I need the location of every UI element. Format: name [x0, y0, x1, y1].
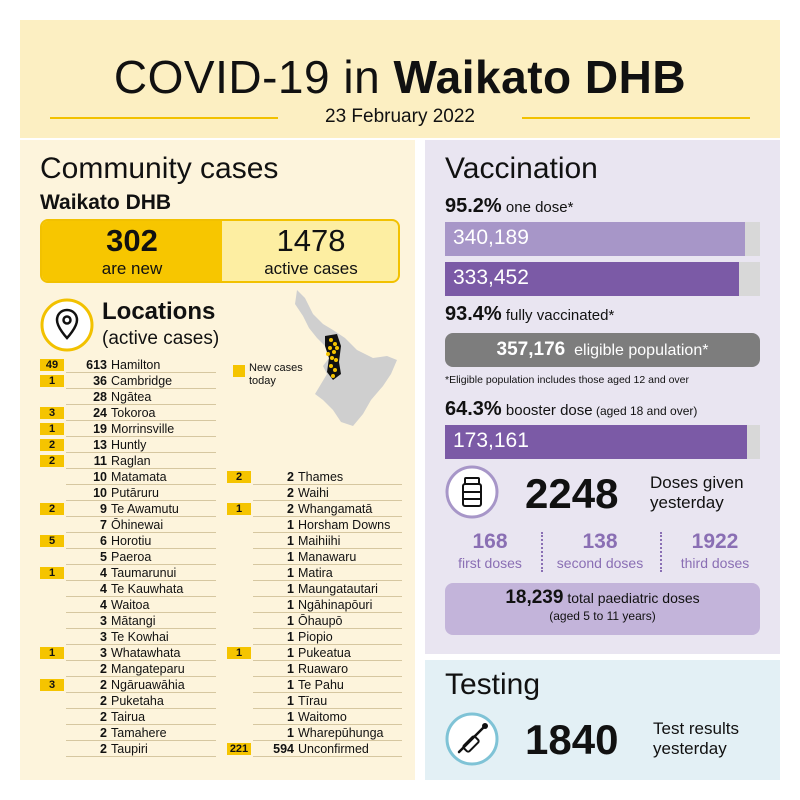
active-case-count: 1: [287, 646, 294, 660]
location-name: Mātangi: [111, 614, 156, 628]
location-name: Ngāruawāhia: [111, 678, 185, 692]
active-case-count: 1: [287, 518, 294, 532]
first-doses-count: 168: [472, 530, 508, 553]
location-row: [40, 389, 216, 405]
location-row: [227, 709, 402, 725]
second-dose-value: 333,452: [453, 266, 529, 289]
new-cases-badge: 2: [40, 439, 64, 451]
active-case-count: 613: [86, 358, 107, 372]
active-case-count: 1: [287, 566, 294, 580]
paediatric-age-note: (aged 5 to 11 years): [549, 609, 656, 623]
active-cases-label: active cases: [264, 259, 358, 278]
location-name: Te Awamutu: [111, 502, 179, 516]
testing-panel: [425, 660, 780, 780]
location-name: Maihiihi: [298, 534, 341, 548]
community-cases-panel: [20, 140, 415, 780]
active-case-count: 2: [287, 502, 294, 516]
active-case-count: 10: [93, 470, 107, 484]
swab-test-icon: [445, 712, 499, 766]
booster-note: (aged 18 and over): [592, 404, 698, 418]
location-pin-icon: [40, 298, 94, 352]
booster-line: [445, 398, 697, 421]
divider: [660, 532, 662, 572]
active-case-count: 3: [100, 630, 107, 644]
active-case-count: 594: [273, 742, 294, 756]
location-name: Mangateparu: [111, 662, 185, 676]
location-row: [40, 677, 216, 693]
north-island-map: [275, 288, 415, 428]
location-row: [227, 677, 402, 693]
location-row: [40, 373, 216, 389]
location-row: [40, 741, 216, 757]
new-cases-badge: 1: [40, 567, 64, 579]
paediatric-doses-box: [445, 583, 760, 635]
one-dose-label: one dose*: [501, 199, 574, 216]
location-name: Horotiu: [111, 534, 152, 548]
active-case-count: 2: [100, 694, 107, 708]
locations-subtitle: (active cases): [102, 328, 220, 349]
active-case-count: 2: [100, 726, 107, 740]
doses-yesterday-label: Doses given yesterday: [650, 473, 744, 512]
location-row: [40, 565, 216, 581]
paediatric-doses-line: [445, 587, 760, 609]
location-row: [40, 725, 216, 741]
locations-title: Locations: [102, 298, 216, 325]
location-name: Morrinsville: [111, 422, 175, 436]
second-doses-stat: [545, 530, 655, 572]
first-dose-value: 340,189: [453, 226, 529, 249]
legend-swatch: [233, 365, 245, 377]
new-cases-badge: 1: [40, 647, 64, 659]
fully-vaccinated-percent: 93.4%: [445, 303, 502, 325]
case-summary-box: [40, 219, 400, 283]
location-row: [40, 693, 216, 709]
location-name: Horsham Downs: [298, 518, 391, 532]
active-case-count: 1: [287, 614, 294, 628]
location-row: [227, 661, 402, 677]
new-cases-badge: 3: [40, 679, 64, 691]
row-divider: [66, 756, 216, 757]
divider: [50, 117, 278, 119]
active-case-count: 1: [287, 662, 294, 676]
location-name: Huntly: [111, 438, 147, 452]
location-name: Matira: [298, 566, 333, 580]
location-row: [227, 645, 402, 661]
new-cases-badge: 3: [40, 407, 64, 419]
location-name: Puketaha: [111, 694, 164, 708]
fully-vaccinated-label: fully vaccinated*: [501, 307, 615, 324]
third-doses-label: third doses: [680, 555, 750, 571]
title-region: Waikato DHB: [393, 51, 687, 103]
new-cases-badge: 1: [40, 375, 64, 387]
header-banner: [20, 20, 780, 138]
active-case-count: 2: [287, 486, 294, 500]
one-dose-percent: 95.2%: [445, 195, 502, 217]
paediatric-doses-label: total paediatric doses: [563, 590, 700, 606]
active-case-count: 3: [100, 614, 107, 628]
active-case-count: 6: [100, 534, 107, 548]
location-name: Ruawaro: [298, 662, 349, 676]
location-name: Whatawhata: [111, 646, 181, 660]
booster-label: booster dose: [501, 402, 593, 419]
active-case-count: 10: [93, 486, 107, 500]
active-case-count: 9: [100, 502, 107, 516]
location-name: Taumarunui: [111, 566, 177, 580]
active-case-count: 2: [100, 742, 107, 756]
second-doses-label: second doses: [556, 555, 644, 571]
test-results-label: Test results yesterday: [653, 719, 739, 758]
row-divider: [253, 756, 402, 757]
location-row: [227, 501, 402, 517]
location-name: Waitoa: [111, 598, 150, 612]
active-case-count: 1: [287, 726, 294, 740]
location-name: Paeroa: [111, 550, 152, 564]
location-row: [40, 469, 216, 485]
first-dose-bar: [445, 222, 760, 256]
location-name: Te Pahu: [298, 678, 344, 692]
fully-vaccinated-line: [445, 303, 614, 326]
eligible-footnote: *Eligible population includes those aged 12 and over: [445, 374, 690, 386]
one-dose-line: [445, 195, 573, 218]
report-date: 23 February 2022: [325, 106, 475, 127]
location-name: Raglan: [111, 454, 151, 468]
active-case-count: 2: [100, 662, 107, 676]
eligible-population-label: eligible population*: [574, 342, 709, 359]
location-row: [40, 421, 216, 437]
location-row: [40, 645, 216, 661]
active-case-count: 4: [100, 566, 107, 580]
location-name: Wharepūhunga: [298, 726, 384, 740]
page-title: [20, 50, 780, 104]
location-row: [40, 613, 216, 629]
location-row: [40, 501, 216, 517]
location-row: [227, 533, 402, 549]
first-doses-stat: [445, 530, 535, 572]
active-case-count: 1: [287, 678, 294, 692]
second-doses-count: 138: [582, 530, 618, 553]
new-cases-badge: 5: [40, 535, 64, 547]
vaccination-panel: [425, 140, 780, 654]
location-name: Matamata: [111, 470, 167, 484]
location-name: Waihi: [298, 486, 329, 500]
location-row: [40, 437, 216, 453]
location-name: Thames: [298, 470, 344, 484]
active-case-count: 2: [100, 710, 107, 724]
location-row: [227, 469, 402, 485]
divider: [522, 117, 750, 119]
location-row: [40, 517, 216, 533]
location-row: [40, 549, 216, 565]
location-name: Waitomo: [298, 710, 347, 724]
location-name: Unconfirmed: [298, 742, 369, 756]
active-case-count: 1: [287, 534, 294, 548]
location-row: [227, 725, 402, 741]
location-row: [40, 629, 216, 645]
location-name: Pukeatua: [298, 646, 351, 660]
active-case-count: 19: [93, 422, 107, 436]
location-name: Ōhinewai: [111, 518, 164, 532]
location-row: [227, 549, 402, 565]
test-results-count: 1840: [525, 716, 619, 763]
active-case-count: 1: [287, 630, 294, 644]
active-case-count: 1: [287, 694, 294, 708]
active-case-count: 2: [287, 470, 294, 484]
location-row: [40, 581, 216, 597]
location-name: Piopio: [298, 630, 333, 644]
active-case-count: 3: [100, 646, 107, 660]
location-row: [227, 517, 402, 533]
community-cases-title: Community cases: [40, 152, 279, 185]
location-name: Taupiri: [111, 742, 148, 756]
active-case-count: 13: [93, 438, 107, 452]
active-case-count: 28: [93, 390, 107, 404]
active-case-count: 5: [100, 550, 107, 564]
active-cases-count: 1478: [276, 223, 346, 258]
new-cases-badge: 1: [40, 423, 64, 435]
active-case-count: 1: [287, 710, 294, 724]
third-doses-count: 1922: [691, 530, 739, 553]
location-row: [40, 453, 216, 469]
location-row: [227, 741, 402, 757]
active-case-count: 1: [287, 598, 294, 612]
active-case-count: 2: [100, 678, 107, 692]
new-cases-count: 302: [106, 223, 158, 258]
location-name: Ōhaupō: [298, 614, 343, 628]
location-name: Tīrau: [298, 694, 328, 708]
location-name: Ngāhinapōuri: [298, 598, 373, 612]
active-case-count: 4: [100, 582, 107, 596]
new-cases-badge: 49: [40, 359, 64, 371]
community-cases-subtitle: Waikato DHB: [40, 191, 172, 214]
active-case-count: 11: [93, 454, 107, 468]
booster-percent: 64.3%: [445, 398, 502, 420]
location-row: [227, 597, 402, 613]
location-name: Maungatautari: [298, 582, 378, 596]
vaccination-title: Vaccination: [445, 152, 598, 185]
location-name: Tokoroa: [111, 406, 156, 420]
eligible-population-box: [445, 333, 760, 367]
location-row: [227, 565, 402, 581]
active-case-count: 24: [93, 406, 107, 420]
testing-title: Testing: [445, 668, 541, 701]
location-row: [40, 709, 216, 725]
eligible-population-count: 357,176: [496, 339, 566, 360]
location-row: [40, 533, 216, 549]
location-name: Te Kowhai: [111, 630, 169, 644]
active-case-count: 1: [287, 582, 294, 596]
location-name: Ngātea: [111, 390, 152, 404]
new-cases-badge: 221: [227, 743, 251, 755]
new-cases-badge: 2: [227, 471, 251, 483]
paediatric-doses-count: 18,239: [505, 587, 564, 608]
active-case-count: 1: [287, 550, 294, 564]
booster-bar: [445, 425, 760, 459]
divider: [541, 532, 543, 572]
active-case-count: 36: [93, 374, 107, 388]
active-case-count: 7: [100, 518, 107, 532]
doses-yesterday-count: 2248: [525, 470, 619, 517]
location-row: [227, 629, 402, 645]
location-row: [40, 357, 216, 373]
location-name: Tairua: [111, 710, 146, 724]
location-name: Te Kauwhata: [111, 582, 184, 596]
location-row: [227, 693, 402, 709]
location-row: [40, 597, 216, 613]
title-prefix: COVID-19 in: [113, 51, 394, 103]
location-row: [40, 661, 216, 677]
new-cases-badge: 2: [40, 455, 64, 467]
location-row: [227, 485, 402, 501]
location-name: Hamilton: [111, 358, 161, 372]
location-row: [40, 405, 216, 421]
location-name: Manawaru: [298, 550, 357, 564]
first-doses-label: first doses: [458, 555, 522, 571]
new-cases-badge: 1: [227, 647, 251, 659]
location-name: Whangamatā: [298, 502, 373, 516]
legend-label: New cases today: [249, 362, 303, 387]
location-name: Cambridge: [111, 374, 173, 388]
active-cases-tile: [222, 221, 400, 283]
location-row: [227, 613, 402, 629]
booster-value: 173,161: [453, 429, 529, 452]
second-dose-bar: [445, 262, 760, 296]
location-name: Tamahere: [111, 726, 167, 740]
location-name: Putāruru: [111, 486, 159, 500]
new-cases-label: are new: [101, 259, 163, 278]
location-row: [40, 485, 216, 501]
new-cases-tile: [42, 221, 222, 283]
new-cases-badge: 1: [227, 503, 251, 515]
location-row: [227, 581, 402, 597]
new-cases-badge: 2: [40, 503, 64, 515]
third-doses-stat: [665, 530, 765, 572]
vaccine-vial-icon: [445, 465, 499, 519]
active-case-count: 4: [100, 598, 107, 612]
